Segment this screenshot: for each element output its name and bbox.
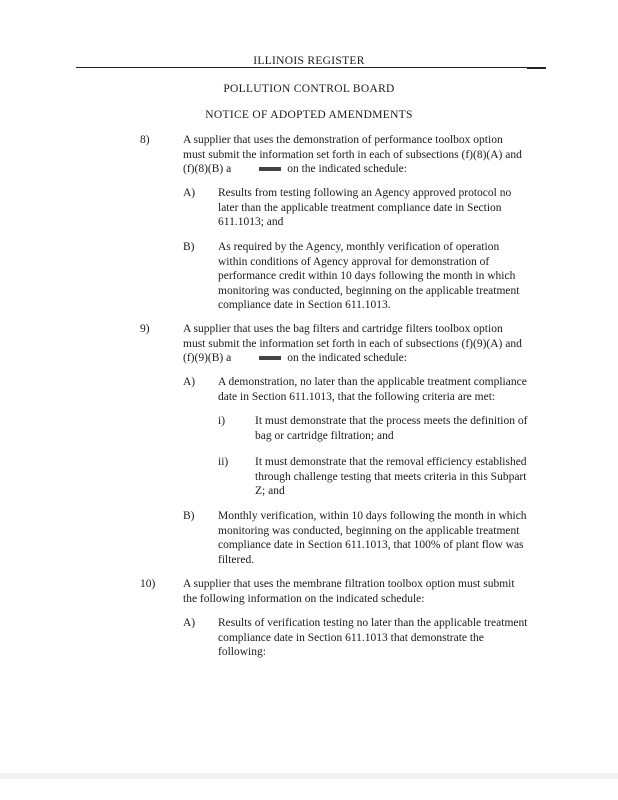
subitem-number: A) [183, 376, 196, 388]
item-number: 8) [140, 134, 150, 146]
subitem-text [218, 186, 548, 230]
subitem-text [218, 509, 548, 567]
subsubitem-text [255, 455, 547, 499]
subitem-number: A) [183, 187, 196, 199]
text-line: monitoring was conducted, beginning on the applicable treatment [218, 284, 520, 297]
item-text [183, 577, 553, 606]
text-line: Z; and [255, 485, 285, 497]
text-line: As required by the Agency, monthly verification of operation [218, 241, 500, 253]
item-number: 9) [140, 323, 150, 335]
text-line: must submit the information set forth in each of subsections (f)(8)(A) and [183, 148, 522, 161]
text-line: the following information on the indicated schedule: [183, 592, 425, 605]
text-line: following: [218, 646, 266, 658]
text-line: date in Section 611.1013, that the following criteria are met: [218, 390, 496, 403]
text-line [183, 162, 553, 177]
text-line: It must demonstrate that the process meets the definition of [255, 415, 528, 427]
text-line: Results from testing following an Agency approved protocol no [218, 187, 512, 199]
text-line: A demonstration, no later than the applicable treatment compliance [218, 376, 527, 388]
header-rule [76, 67, 546, 68]
subsubitem-number: i) [218, 415, 226, 427]
text-line: must submit the information set forth in each of subsections (f)(9)(A) and [183, 337, 522, 350]
notice-title: NOTICE OF ADOPTED AMENDMENTS [205, 109, 413, 121]
item-text [183, 133, 553, 177]
subsubitem-number: ii) [218, 456, 229, 468]
text-line: Monthly verification, within 10 days following the month in which [218, 510, 527, 522]
text-line: It must demonstrate that the removal efficiency established [255, 456, 527, 468]
redaction-mark [259, 167, 281, 171]
subitem-text [218, 375, 548, 404]
text-line [183, 351, 553, 366]
subitem-text [218, 616, 548, 660]
text-line: monitoring was conducted, beginning on the applicable treatment [218, 524, 520, 537]
scan-artifact [0, 773, 618, 779]
text-line: A supplier that uses the membrane filtration toolbox option must submit [183, 578, 515, 590]
item-text [183, 322, 553, 366]
subitem-number: B) [183, 241, 195, 253]
text-line: compliance date in Section 611.1013 that demonstrate the [218, 631, 484, 644]
register-title: ILLINOIS REGISTER [253, 55, 365, 67]
text-line: Results of verification testing no later than the applicable treatment [218, 617, 528, 629]
text-fragment: (f)(8)(B) a [183, 163, 232, 175]
text-line: through challenge testing that meets criteria in this Subpart [255, 470, 527, 483]
text-line: A supplier that uses the demonstration of performance toolbox option [183, 134, 503, 146]
subitem-number: A) [183, 617, 196, 629]
text-fragment: on the indicated schedule: [287, 352, 407, 364]
text-line: bag or cartridge filtration; and [255, 429, 394, 442]
text-line: later than the applicable treatment compliance date in Section [218, 201, 502, 214]
text-fragment: (f)(9)(B) a [183, 352, 232, 364]
text-line: 611.1013; and [218, 216, 284, 228]
text-line: within conditions of Agency approval for demonstration of [218, 255, 490, 268]
board-title: POLLUTION CONTROL BOARD [223, 83, 395, 95]
text-fragment: on the indicated schedule: [287, 163, 407, 175]
text-line: compliance date in Section 611.1013. [218, 299, 391, 311]
item-number: 10) [140, 578, 156, 590]
text-line: performance credit within 10 days following the month in which [218, 270, 516, 282]
subsubitem-text [255, 414, 547, 443]
text-line: filtered. [218, 553, 255, 566]
subitem-text [218, 240, 548, 313]
subitem-number: B) [183, 510, 195, 522]
header-rule-stub [527, 68, 546, 69]
redaction-mark [259, 356, 281, 360]
text-line: compliance date in Section 611.1013, that 100% of plant flow was [218, 539, 524, 551]
text-line: A supplier that uses the bag filters and cartridge filters toolbox option [183, 323, 503, 335]
